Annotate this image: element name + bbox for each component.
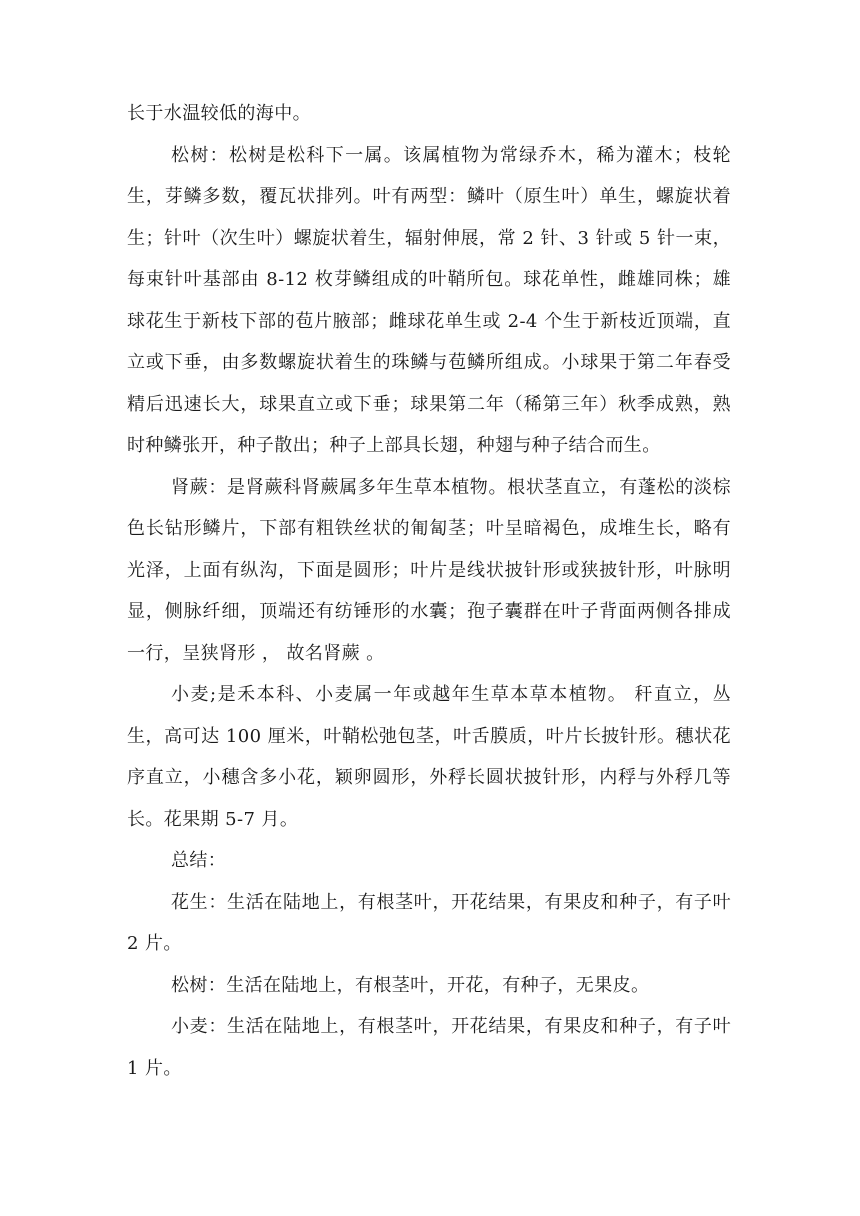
summary-wheat: 小麦：生活在陆地上，有根茎叶，开花结果，有果皮和种子，有子叶 1 片。: [127, 1016, 731, 1079]
paragraph-continuation: 长于水温较低的海中。: [127, 103, 311, 124]
paragraph-wheat: 小麦;是禾本科、小麦属一年或越年生草本草本植物。 秆直立，丛生，高可达 100 厘米，叶鞘松弛包茎，叶舌膜质，叶片长披针形。穗状花序直立，小穗含多小花，颖卵圆形，外稃长圆状披针形，内稃与外稃几等长。花果期 5-7 月。: [127, 684, 731, 830]
summary-peanut: 花生：生活在陆地上，有根茎叶，开花结果，有果皮和种子，有子叶 2 片。: [127, 891, 731, 954]
document-body: [127, 93, 731, 1089]
summary-pine: 松树：生活在陆地上，有根茎叶，开花，有种子，无果皮。: [171, 974, 650, 996]
paragraph-kidney-fern: 肾蕨：是肾蕨科肾蕨属多年生草本植物。根状茎直立，有蓬松的淡棕色长钻形鳞片，下部有粗铁丝状的匍匐茎；叶呈暗褐色，成堆生长，略有光泽，上面有纵沟，下面是圆形；叶片是线状披针形或狭披针形，叶脉明显，侧脉纤细，顶端还有纺锤形的水囊；孢子囊群在叶子背面两侧各排成一行，呈狭肾形 ， 故名肾蕨 。: [127, 476, 731, 664]
summary-heading: 总结：: [171, 850, 227, 871]
paragraph-pine-tree: 松树：松树是松科下一属。该属植物为常绿乔木，稀为灌木；枝轮生，芽鳞多数，覆瓦状排列。叶有两型：鳞叶（原生叶）单生，螺旋状着生；针叶（次生叶）螺旋状着生，辐射伸展，常 2 针、3 针或 5 针一束，每束针叶基部由 8-12 枚芽鳞组成的叶鞘所包。球花单性，雌雄同株；雄球花生于新枝下部的苞片腋部；雌球花单生或 2-4 个生于新枝近顶端，直立或下垂，由多数螺旋状着生的珠鳞与苞鳞所组成。小球果于第二年春受精后迅速长大，球果直立或下垂；球果第二年（稀第三年）秋季成熟，熟时种鳞张开，种子散出；种子上部具长翅，种翅与种子结合而生。: [127, 144, 731, 456]
